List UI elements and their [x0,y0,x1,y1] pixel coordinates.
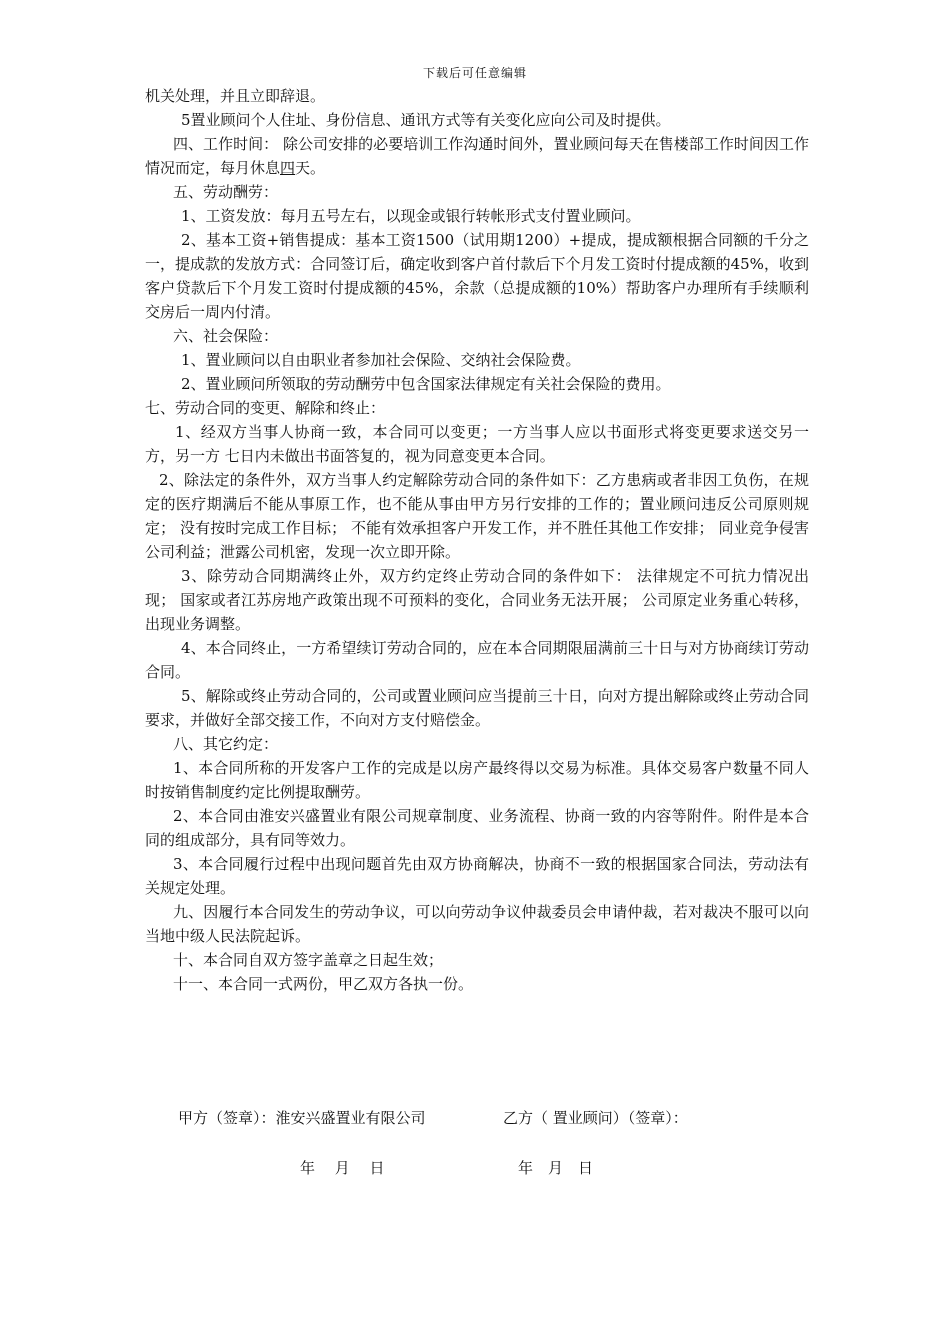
contract-paragraph [145,348,809,372]
paragraph-text: 2、除法定的条件外，双方当事人约定解除劳动合同的条件如下：乙方患病或者非因工负伤，在规定的医疗期满后不能从事原工作，也不能从事由甲方另行安排的工作的；置业顾问违反公司原则规定； 没有按时完成工作目标； 不能有效承担客户开发工作，并不胜任其他工作安排； 同业竞争侵害公司利益；泄露公司机密，发现一次立即开除。 [145,471,809,561]
contract-paragraph [145,636,809,684]
paragraph-text: 4、本合同终止，一方希望续订劳动合同的，应在本合同期限届满前三十日与对方协商续订劳动合同。 [145,639,809,681]
paragraph-text: 六、社会保险： [173,327,279,345]
paragraph-text: 九、因履行本合同发生的劳动争议，可以向劳动争议仲裁委员会申请仲裁，若对裁决不服可以向当地中级人民法院起诉。 [145,903,809,945]
contract-paragraph [145,684,809,732]
contract-paragraph [145,132,809,180]
contract-paragraph [145,900,809,948]
paragraph-text: 机关处理，并且立即辞退。 [145,87,326,105]
paragraph-text: 1、经双方当事人协商一致，本合同可以变更；一方当事人应以书面形式将变更要求送交另一方，另一方 七日内未做出书面答复的，视为同意变更本合同。 [145,423,809,465]
contract-paragraph [145,468,809,564]
paragraph-text: 1、置业顾问以自由职业者参加社会保险、交纳社会保险费。 [181,351,581,369]
contract-paragraph [145,732,809,756]
contract-paragraph [145,108,809,132]
underlined-value: 四 [280,159,296,177]
paragraph-text: 5置业顾问个人住址、身份信息、通讯方式等有关变化应向公司及时提供。 [181,111,671,129]
party-b-date: 年 月 日 [518,1159,594,1177]
contract-paragraph [145,420,809,468]
paragraph-text: 七、劳动合同的变更、解除和终止： [145,399,386,417]
paragraph-text: 八、其它约定： [173,735,279,753]
contract-paragraph [145,180,809,204]
contract-body [145,84,809,996]
paragraph-text: 2、置业顾问所领取的劳动酬劳中包含国家法律规定有关社会保险的费用。 [181,375,671,393]
page-header: 下载后可任意编辑 [422,66,527,80]
party-a-date: 年 月 日 [300,1159,385,1177]
paragraph-text: 五、劳动酬劳： [173,183,279,201]
paragraph-text: 十一、本合同一式两份，甲乙双方各执一份。 [173,975,474,993]
contract-paragraph [145,204,809,228]
paragraph-text: 1、本合同所称的开发客户工作的完成是以房产最终得以交易为标准。具体交易客户数量不同人时按销售制度约定比例提取酬劳。 [145,759,809,801]
contract-paragraph [145,372,809,396]
paragraph-text: 5、解除或终止劳动合同的，公司或置业顾问应当提前三十日，向对方提出解除或终止劳动合同要求，并做好全部交接工作，不向对方支付赔偿金。 [145,687,809,729]
paragraph-text: 四、工作时间： 除公司安排的必要培训工作沟通时间外，置业顾问每天在售楼部工作时间因工作情况而定，每月休息 [145,135,809,177]
paragraph-text: 十、本合同自双方签字盖章之日起生效； [173,951,444,969]
paragraph-text: 2、基本工资+销售提成：基本工资1500（试用期1200）+提成，提成额根据合同额的千分之一，提成款的发放方式：合同签订后，确定收到客户首付款后下个月发工资时付提成额的45%，收到客户贷款后下个月发工资时付提成额的45%，余款（总提成额的10%）帮助客户办理所有手续顺利交房后一周内付清。 [145,231,809,321]
contract-paragraph [145,852,809,900]
contract-paragraph [145,804,809,852]
paragraph-text: 3、除劳动合同期满终止外，双方约定终止劳动合同的条件如下： 法律规定不可抗力情况出现； 国家或者江苏房地产政策出现不可预料的变化，合同业务无法开展； 公司原定业务重心转移，出现业务调整。 [145,567,809,633]
paragraph-text: 2、本合同由淮安兴盛置业有限公司规章制度、业务流程、协商一致的内容等附件。附件是本合同的组成部分，具有同等效力。 [145,807,809,849]
paragraph-text: 3、本合同履行过程中出现问题首先由双方协商解决，协商不一致的根据国家合同法，劳动法有关规定处理。 [145,855,809,897]
contract-paragraph [145,564,809,636]
paragraph-text: 1、工资发放：每月五号左右，以现金或银行转帐形式支付置业顾问。 [181,207,641,225]
contract-paragraph [145,324,809,348]
contract-paragraph [145,948,809,972]
party-a-signature: 甲方（签章）：淮安兴盛置业有限公司 [178,1109,426,1127]
contract-paragraph [145,396,809,420]
contract-paragraph [145,84,809,108]
contract-paragraph [145,756,809,804]
contract-paragraph [145,972,809,996]
party-b-signature: 乙方（ 置业顾问）（签章）： [503,1109,688,1127]
contract-paragraph [145,228,809,324]
paragraph-suffix: 天。 [295,159,326,177]
